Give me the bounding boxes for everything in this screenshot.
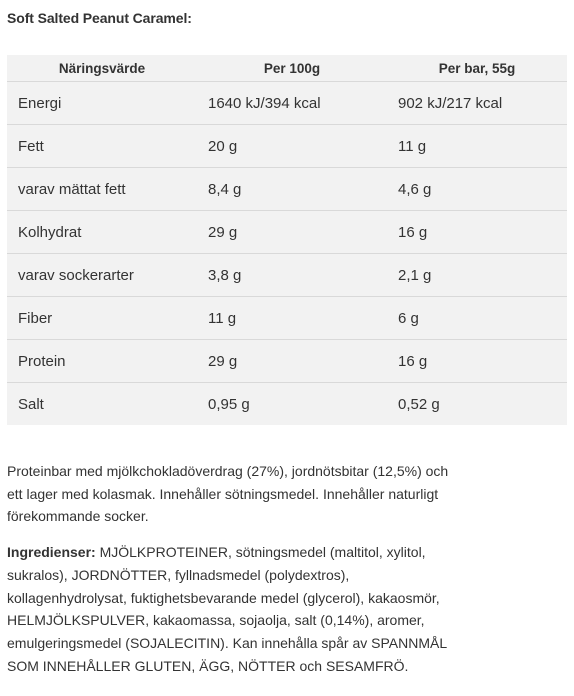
table-header-row [7, 55, 567, 82]
table-row [7, 168, 567, 211]
table-row [7, 211, 567, 254]
nutrient-name: Energi [7, 82, 197, 125]
table-row [7, 383, 567, 426]
value-per-bar: 16 g [387, 340, 567, 383]
value-per-100g: 29 g [197, 340, 387, 383]
nutrient-name: Fiber [7, 297, 197, 340]
table-row [7, 125, 567, 168]
value-per-bar: 2,1 g [387, 254, 567, 297]
product-description: Proteinbar med mjölkchokladöverdrag (27%), jordnötsbitar (12,5%) och ett lager med kolasmak. Innehåller sötningsmedel. Innehåller naturligt förekommande socker. [7, 463, 449, 524]
header-per-bar: Per bar, 55g [387, 55, 567, 82]
value-per-bar: 4,6 g [387, 168, 567, 211]
value-per-bar: 11 g [387, 125, 567, 168]
ingredients-label: Ingredienser: [7, 544, 96, 560]
nutrient-name: Fett [7, 125, 197, 168]
ingredients-text: MJÖLKPROTEINER, sötningsmedel (maltitol, xylitol, sukralos), JORDNÖTTER, fyllnadsmedel (polydextros), kollagenhydrolysat, fuktighetsbevarande medel (glycerol), kakaosmör, HELMJÖLKSPULVER, kakaomassa, sojaolja, salt (0,14%), aromer, emulgeringsmedel (SOJALECITIN). Kan innehålla spår av SPANNMÅL SOM INNEHÅLLER GLUTEN, ÄGG, NÖTTER och SESAMFRÖ. [7, 544, 447, 674]
value-per-100g: 29 g [197, 211, 387, 254]
ingredients-paragraph [7, 541, 467, 678]
value-per-100g: 3,8 g [197, 254, 387, 297]
value-per-100g: 11 g [197, 297, 387, 340]
nutrient-name: varav mättat fett [7, 168, 197, 211]
nutrient-name: Salt [18, 395, 44, 413]
table-row [7, 254, 567, 297]
nutrient-name: Protein [7, 340, 197, 383]
header-per-100g: Per 100g [197, 55, 387, 82]
value-per-bar: 0,52 g [398, 395, 440, 413]
table-row [7, 82, 567, 125]
table-row [7, 340, 567, 383]
product-title: Soft Salted Peanut Caramel: [7, 10, 192, 26]
value-per-bar: 16 g [387, 211, 567, 254]
table-row [7, 297, 567, 340]
nutrient-name: varav sockerarter [7, 254, 197, 297]
value-per-100g: 20 g [197, 125, 387, 168]
value-per-100g: 0,95 g [208, 395, 250, 413]
value-per-100g: 1640 kJ/394 kcal [197, 82, 387, 125]
value-per-100g: 8,4 g [197, 168, 387, 211]
header-nutrient: Näringsvärde [7, 55, 197, 82]
nutrition-table [7, 55, 567, 425]
value-per-bar: 902 kJ/217 kcal [387, 82, 567, 125]
value-per-bar: 6 g [387, 297, 567, 340]
nutrient-name: Kolhydrat [7, 211, 197, 254]
